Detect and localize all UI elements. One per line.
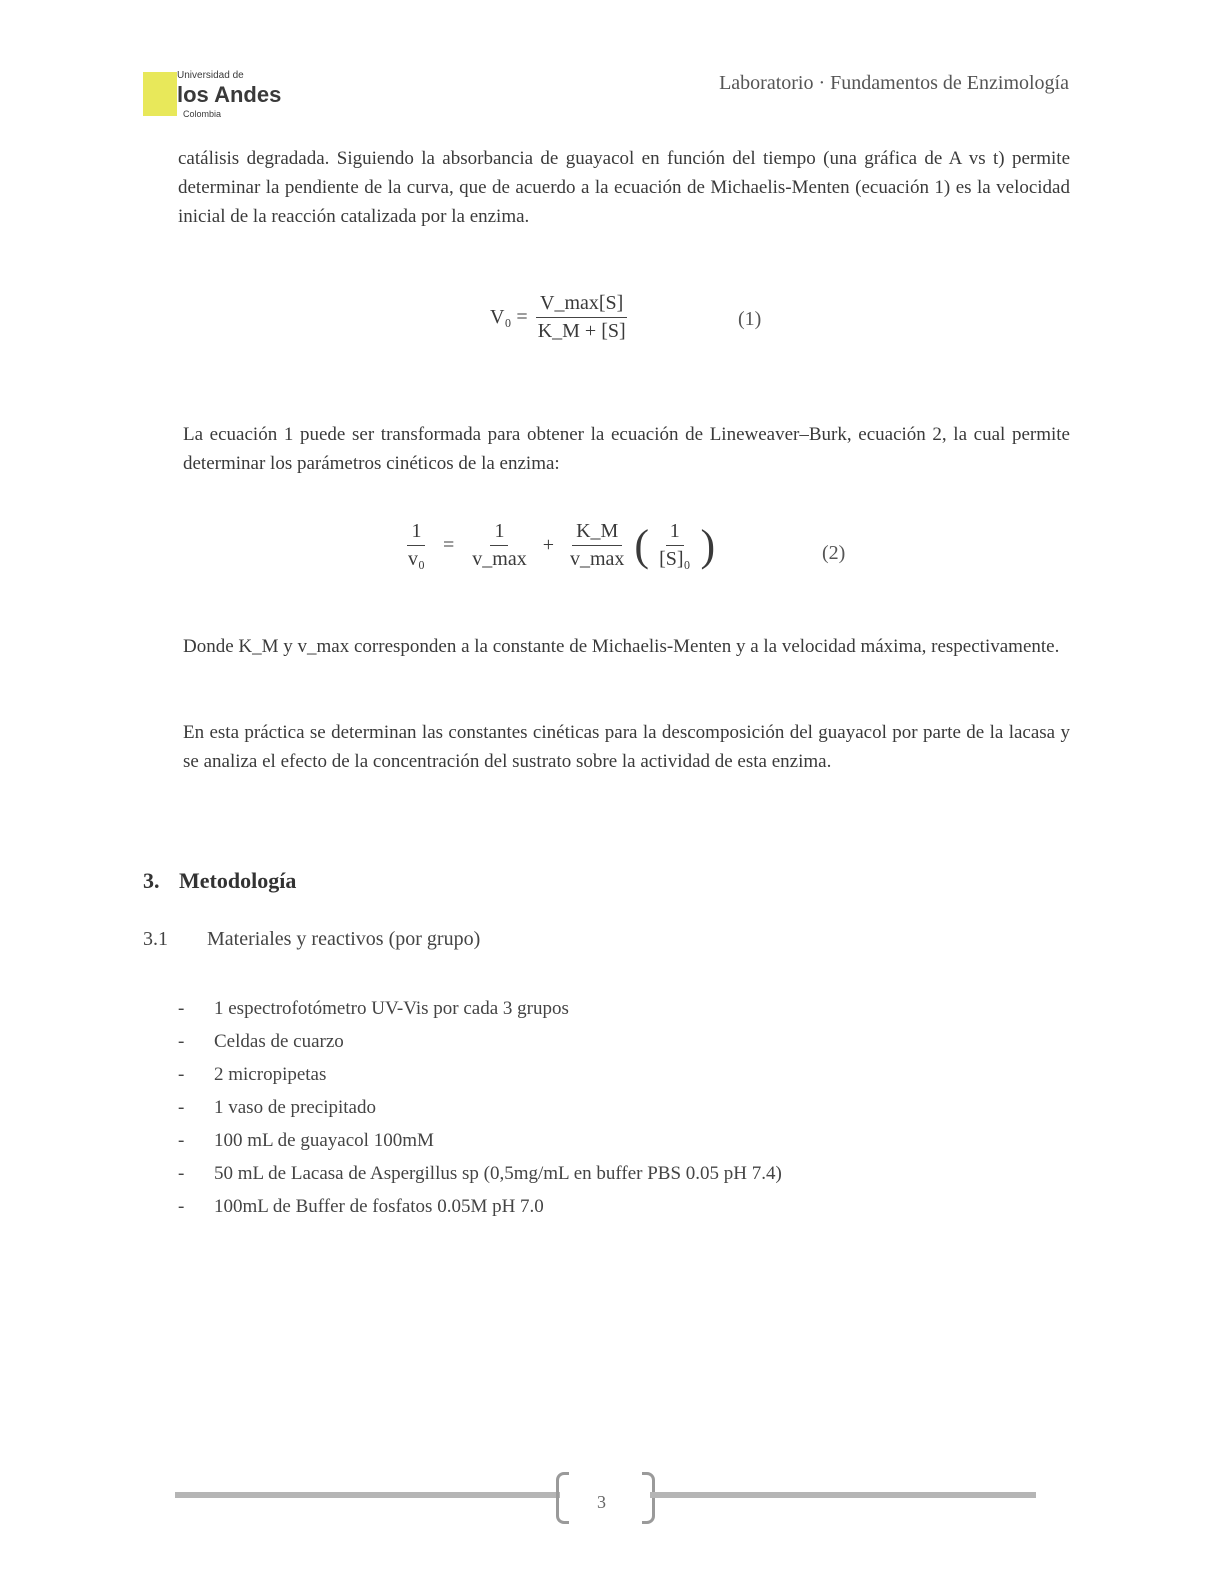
logo-line-1: Universidad de — [177, 70, 244, 81]
list-item — [178, 1091, 782, 1124]
section-title: Metodología — [179, 868, 297, 893]
list-item — [178, 1190, 782, 1223]
equation-2-term-1-num: 1 — [490, 520, 508, 546]
list-item-text: 2 micropipetas — [214, 1064, 327, 1085]
list-bullet: - — [178, 1097, 185, 1118]
section-number: 3. — [143, 868, 160, 893]
list-bullet: - — [178, 1130, 185, 1151]
list-item-text: 100mL de Buffer de fosfatos 0.05M pH 7.0 — [214, 1196, 544, 1217]
equation-2 — [398, 520, 715, 571]
equation-2-lhs-num: 1 — [407, 520, 425, 546]
equation-2-term-3 — [655, 520, 694, 571]
equation-2-plus: + — [542, 534, 554, 556]
footer-rule-right — [650, 1492, 1036, 1498]
equation-2-term-2-num: K_M — [572, 520, 622, 546]
equation-2-lhs — [404, 520, 429, 571]
equation-1-lhs: V₀ = — [490, 306, 528, 328]
logo-line-3: Colombia — [183, 109, 222, 119]
equation-1-denominator: K_M + [S] — [537, 320, 626, 342]
equation-1 — [490, 292, 636, 343]
materials-list — [178, 992, 782, 1223]
equation-2-term-2-den: v_max — [569, 548, 625, 570]
logo-emblem — [143, 72, 177, 116]
list-bullet: - — [178, 1031, 185, 1052]
intro-paragraph: catálisis degradada. Siguiendo la absorbancia de guayacol en función del tiempo (una gráfica de A vs t) permite determinar la pendiente de la curva, que de acuerdo a la ecuación de Michaelis-Menten (ecuación 1) es la velocidad inicial de la reacción catalizada por la enzima. — [178, 148, 1070, 227]
equation-2-term-1-den: v_max — [472, 548, 527, 570]
list-item-text: 1 vaso de precipitado — [214, 1097, 376, 1118]
equation-2-equals: = — [442, 534, 455, 556]
equation-2-term-2 — [566, 520, 628, 571]
paragraph-3: Donde K_M y v_max corresponden a la constante de Michaelis-Menten y a la velocidad máxima, respectivamente. — [183, 636, 1060, 657]
subsection-title: Materiales y reactivos (por grupo) — [207, 928, 481, 950]
paragraph-4: En esta práctica se determinan las constantes cinéticas para la descomposición del guayacol por parte de la lacasa y se analiza el efecto de la concentración del sustrato sobre la actividad de esta enzima. — [183, 722, 1070, 772]
subsection-heading — [143, 928, 480, 951]
equation-2-term-1 — [468, 520, 530, 571]
logo-text — [177, 70, 281, 120]
list-item-text: 50 mL de Lacasa de Aspergillus sp (0,5mg/mL en buffer PBS 0.05 pH 7.4) — [214, 1163, 782, 1184]
list-bullet: - — [178, 1064, 185, 1085]
equation-1-numerator: V_max[S] — [536, 292, 627, 318]
equation-1-fraction — [534, 292, 630, 343]
footer-bracket-left — [556, 1472, 569, 1524]
list-item — [178, 992, 782, 1025]
page-number: 3 — [597, 1492, 606, 1512]
list-bullet: - — [178, 998, 185, 1019]
list-item — [178, 1058, 782, 1091]
equation-1-number: (1) — [738, 308, 762, 330]
logo-line-2: los Andes — [177, 82, 282, 107]
list-item-text: Celdas de cuarzo — [214, 1031, 344, 1052]
footer-rule-left — [175, 1492, 560, 1498]
list-item-text: 1 espectrofotómetro UV-Vis por cada 3 grupos — [214, 998, 569, 1019]
equation-2-paren-open: ( — [634, 520, 650, 570]
equation-2-number: (2) — [822, 542, 846, 564]
header-title: Laboratorio · Fundamentos de Enzimología — [719, 72, 1069, 94]
section-heading — [143, 868, 296, 894]
list-item — [178, 1157, 782, 1190]
equation-2-term-3-num: 1 — [666, 520, 684, 546]
equation-2-paren-close: ) — [700, 520, 716, 570]
subsection-number: 3.1 — [143, 928, 168, 950]
paragraph-2: La ecuación 1 puede ser transformada para obtener la ecuación de Lineweaver–Burk, ecuación 2, la cual permite determinar los parámetros cinéticos de la enzima: — [183, 424, 1070, 474]
list-item-text: 100 mL de guayacol 100mM — [214, 1130, 434, 1151]
list-item — [178, 1124, 782, 1157]
list-bullet: - — [178, 1163, 185, 1184]
equation-2-term-3-den: [S]₀ — [659, 548, 691, 570]
list-item — [178, 1025, 782, 1058]
equation-2-lhs-den: v₀ — [408, 548, 425, 570]
list-bullet: - — [178, 1196, 185, 1217]
footer-bracket-right — [642, 1472, 655, 1524]
university-logo — [143, 70, 293, 125]
